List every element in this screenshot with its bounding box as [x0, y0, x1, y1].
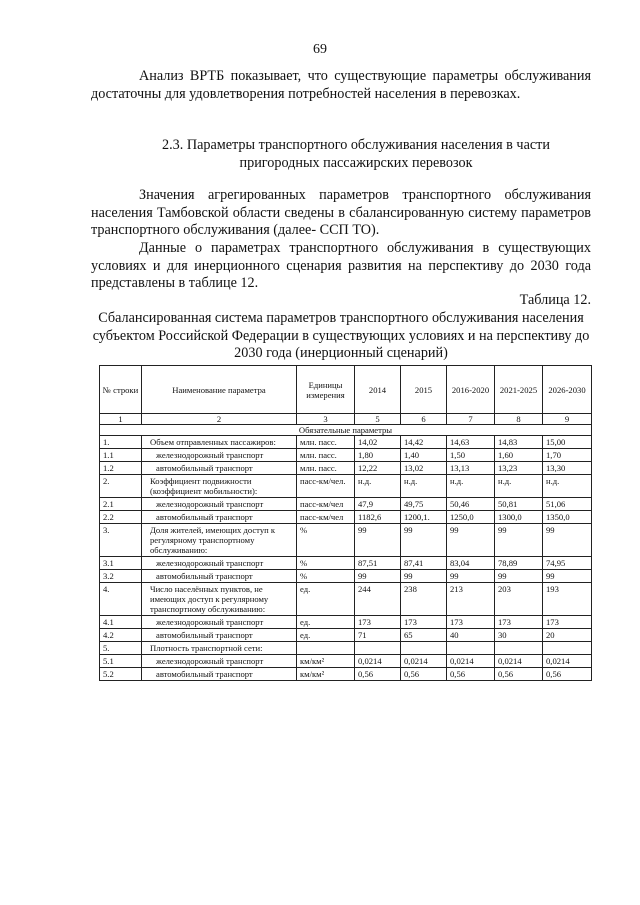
value-cell: 173: [543, 616, 592, 629]
value-cell: 173: [355, 616, 401, 629]
header-cell: 2015: [401, 366, 447, 414]
header-cell: 2016-2020: [447, 366, 495, 414]
value-cell: н.д.: [401, 475, 447, 498]
row-number-cell: 5.: [100, 642, 142, 655]
value-cell: 213: [447, 583, 495, 616]
value-cell: 83,04: [447, 557, 495, 570]
value-cell: 14,83: [495, 436, 543, 449]
value-cell: 65: [401, 629, 447, 642]
parameter-name-cell: Число населённых пунктов, не имеющих доступ к регулярному транспортному обслуживанию:: [142, 583, 297, 616]
index-cell: 9: [543, 414, 592, 425]
value-cell: 99: [401, 570, 447, 583]
section-row: [100, 425, 592, 436]
table-row: [100, 668, 592, 681]
page-number: 69: [313, 42, 327, 57]
header-cell: Наименование параметра: [142, 366, 297, 414]
table-row: [100, 462, 592, 475]
value-cell: 0,0214: [401, 655, 447, 668]
paragraph-table-ref: Данные о параметрах транспортного обслуживания в существующих условиях и для инерционного сценария развития на перспективу до 2030 года представлены в таблице 12.: [91, 240, 591, 291]
value-cell: [495, 642, 543, 655]
section-heading: 2.3. Параметры транспортного обслуживания населения в части пригородных пассажирских перевозок: [162, 137, 550, 171]
value-cell: 47,9: [355, 498, 401, 511]
table-title: Сбалансированная система параметров транспортного обслуживания населения субъектом Российской Федерации в существующих условиях и на перспективу до 2030 года (инерционный сценарий): [92, 310, 590, 361]
value-cell: 99: [495, 570, 543, 583]
parameter-name-cell: железнодорожный транспорт: [142, 498, 297, 511]
value-cell: 1250,0: [447, 511, 495, 524]
parameter-name-cell: автомобильный транспорт: [142, 511, 297, 524]
value-cell: 49,75: [401, 498, 447, 511]
row-number-cell: 3.1: [100, 557, 142, 570]
table-row: [100, 616, 592, 629]
unit-cell: пасс-км/чел.: [297, 475, 355, 498]
parameters-table: [99, 365, 592, 681]
unit-cell: %: [297, 570, 355, 583]
parameter-name-cell: автомобильный транспорт: [142, 462, 297, 475]
header-cell: № строки: [100, 366, 142, 414]
value-cell: 99: [355, 570, 401, 583]
value-cell: [447, 642, 495, 655]
parameter-name-cell: железнодорожный транспорт: [142, 655, 297, 668]
parameter-name-cell: железнодорожный транспорт: [142, 557, 297, 570]
parameter-name-cell: Плотность транспортной сети:: [142, 642, 297, 655]
parameter-name-cell: Доля жителей, имеющих доступ к регулярному транспортному обслуживанию:: [142, 524, 297, 557]
value-cell: 1200,1.: [401, 511, 447, 524]
intro-paragraph: Анализ ВРТБ показывает, что существующие параметры обслуживания достаточны для удовлетворения потребностей населения в перевозках.: [91, 68, 591, 102]
value-cell: [401, 642, 447, 655]
row-number-cell: 1.: [100, 436, 142, 449]
index-cell: 7: [447, 414, 495, 425]
unit-cell: %: [297, 557, 355, 570]
value-cell: 203: [495, 583, 543, 616]
row-number-cell: 4.2: [100, 629, 142, 642]
paragraph-ssp: Значения агрегированных параметров транспортного обслуживания населения Тамбовской области сведены в сбалансированную систему параметров транспортного обслуживания (далее- ССП ТО).: [91, 187, 591, 238]
value-cell: [543, 642, 592, 655]
table-row: [100, 524, 592, 557]
unit-cell: млн. пасс.: [297, 449, 355, 462]
value-cell: 14,02: [355, 436, 401, 449]
unit-cell: км/км²: [297, 655, 355, 668]
value-cell: 193: [543, 583, 592, 616]
value-cell: 20: [543, 629, 592, 642]
value-cell: 99: [447, 570, 495, 583]
parameter-name-cell: железнодорожный транспорт: [142, 616, 297, 629]
row-number-cell: 5.2: [100, 668, 142, 681]
table-row: [100, 511, 592, 524]
value-cell: 1182,6: [355, 511, 401, 524]
unit-cell: млн. пасс.: [297, 436, 355, 449]
table-row: [100, 570, 592, 583]
index-cell: 8: [495, 414, 543, 425]
value-cell: 0,0214: [495, 655, 543, 668]
value-cell: 0,56: [355, 668, 401, 681]
value-cell: 1,60: [495, 449, 543, 462]
unit-cell: %: [297, 524, 355, 557]
row-number-cell: 4.1: [100, 616, 142, 629]
parameter-name-cell: автомобильный транспорт: [142, 629, 297, 642]
unit-cell: млн. пасс.: [297, 462, 355, 475]
index-cell: 2: [142, 414, 297, 425]
unit-cell: ед.: [297, 583, 355, 616]
value-cell: 0,0214: [355, 655, 401, 668]
header-cell: Единицы измерения: [297, 366, 355, 414]
value-cell: 87,41: [401, 557, 447, 570]
row-number-cell: 1.2: [100, 462, 142, 475]
value-cell: 99: [355, 524, 401, 557]
header-cell: 2021-2025: [495, 366, 543, 414]
table-header-row: [100, 366, 592, 414]
table-row: [100, 629, 592, 642]
row-number-cell: 3.: [100, 524, 142, 557]
row-number-cell: 3.2: [100, 570, 142, 583]
index-cell: 5: [355, 414, 401, 425]
value-cell: 99: [447, 524, 495, 557]
value-cell: 51,06: [543, 498, 592, 511]
section-title: Обязательные параметры: [100, 425, 592, 436]
value-cell: 0,0214: [447, 655, 495, 668]
value-cell: 13,30: [543, 462, 592, 475]
value-cell: 1350,0: [543, 511, 592, 524]
value-cell: 99: [401, 524, 447, 557]
value-cell: 99: [495, 524, 543, 557]
value-cell: 87,51: [355, 557, 401, 570]
value-cell: 0,56: [401, 668, 447, 681]
value-cell: 78,89: [495, 557, 543, 570]
header-cell: 2014: [355, 366, 401, 414]
value-cell: 71: [355, 629, 401, 642]
unit-cell: ед.: [297, 616, 355, 629]
value-cell: 244: [355, 583, 401, 616]
value-cell: 1,40: [401, 449, 447, 462]
value-cell: н.д.: [495, 475, 543, 498]
unit-cell: пасс-км/чел: [297, 511, 355, 524]
table-row: [100, 449, 592, 462]
value-cell: 74,95: [543, 557, 592, 570]
unit-cell: [297, 642, 355, 655]
value-cell: 1,80: [355, 449, 401, 462]
index-cell: 3: [297, 414, 355, 425]
row-number-cell: 2.: [100, 475, 142, 498]
row-number-cell: 1.1: [100, 449, 142, 462]
value-cell: 13,13: [447, 462, 495, 475]
parameter-name-cell: железнодорожный транспорт: [142, 449, 297, 462]
table-row: [100, 557, 592, 570]
value-cell: 12,22: [355, 462, 401, 475]
value-cell: 0,56: [543, 668, 592, 681]
table-row: [100, 655, 592, 668]
value-cell: 30: [495, 629, 543, 642]
value-cell: 99: [543, 524, 592, 557]
value-cell: н.д.: [447, 475, 495, 498]
value-cell: 50,46: [447, 498, 495, 511]
value-cell: н.д.: [543, 475, 592, 498]
row-number-cell: 2.2: [100, 511, 142, 524]
row-number-cell: 2.1: [100, 498, 142, 511]
value-cell: 50,81: [495, 498, 543, 511]
parameter-name-cell: автомобильный транспорт: [142, 668, 297, 681]
value-cell: 0,56: [495, 668, 543, 681]
table-row: [100, 475, 592, 498]
parameter-name-cell: Объем отправленных пассажиров:: [142, 436, 297, 449]
table-row: [100, 583, 592, 616]
index-cell: 1: [100, 414, 142, 425]
value-cell: 99: [543, 570, 592, 583]
table-row: [100, 498, 592, 511]
value-cell: 0,56: [447, 668, 495, 681]
unit-cell: пасс-км/чел: [297, 498, 355, 511]
value-cell: 1,70: [543, 449, 592, 462]
row-number-cell: 4.: [100, 583, 142, 616]
value-cell: 13,02: [401, 462, 447, 475]
value-cell: 14,42: [401, 436, 447, 449]
index-cell: 6: [401, 414, 447, 425]
header-cell: 2026-2030: [543, 366, 592, 414]
value-cell: 1,50: [447, 449, 495, 462]
unit-cell: ед.: [297, 629, 355, 642]
parameter-name-cell: Коэффициент подвижности (коэффициент мобильности):: [142, 475, 297, 498]
value-cell: 13,23: [495, 462, 543, 475]
value-cell: н.д.: [355, 475, 401, 498]
unit-cell: км/км²: [297, 668, 355, 681]
value-cell: 0,0214: [543, 655, 592, 668]
parameter-name-cell: автомобильный транспорт: [142, 570, 297, 583]
row-number-cell: 5.1: [100, 655, 142, 668]
value-cell: 238: [401, 583, 447, 616]
table-row: [100, 436, 592, 449]
value-cell: 40: [447, 629, 495, 642]
value-cell: 14,63: [447, 436, 495, 449]
table-label: Таблица 12.: [519, 292, 591, 308]
table-row: [100, 642, 592, 655]
value-cell: 173: [495, 616, 543, 629]
value-cell: 173: [401, 616, 447, 629]
value-cell: [355, 642, 401, 655]
value-cell: 173: [447, 616, 495, 629]
column-index-row: [100, 414, 592, 425]
value-cell: 1300,0: [495, 511, 543, 524]
value-cell: 15,00: [543, 436, 592, 449]
